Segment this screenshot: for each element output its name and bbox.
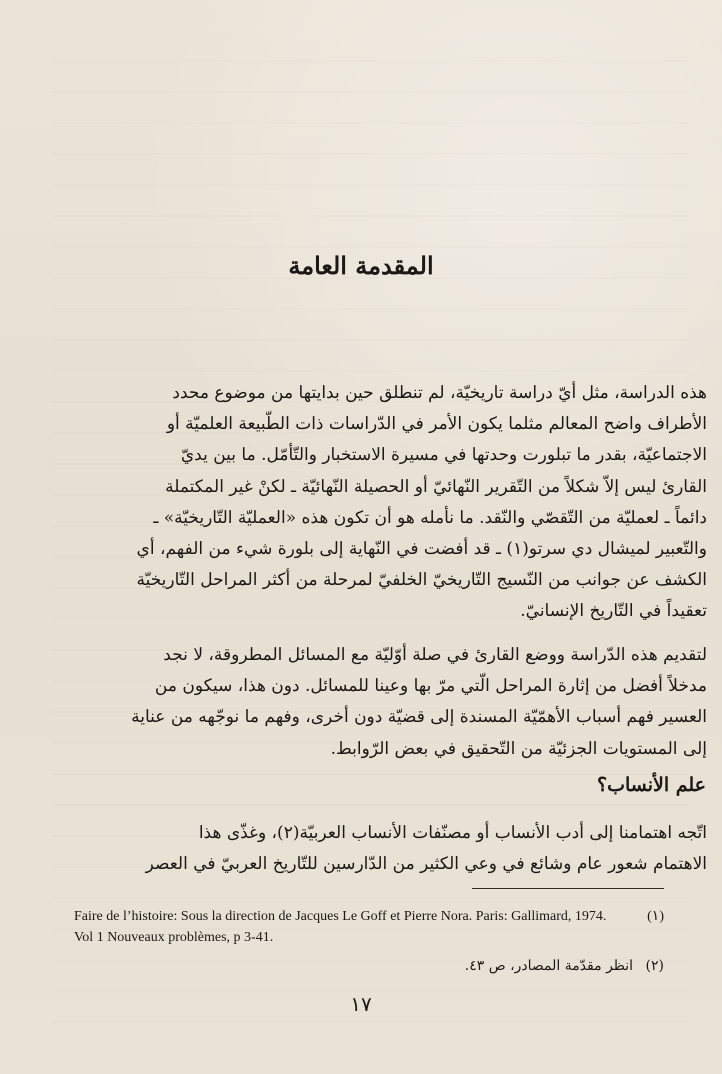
paragraph-line: العسير فهم أسباب الأهمّيّة المسندة إلى قضيّة دون أخرى، وفهم ما نوجّهه من عناية [131, 707, 707, 728]
section-heading: علم الأنساب؟ [597, 774, 706, 796]
footnotes [74, 906, 664, 977]
footnote-1 [74, 906, 664, 948]
footnote-number: (١) [647, 909, 664, 924]
intro-paragraph [75, 378, 707, 628]
chapter-title: المقدمة العامة [288, 251, 434, 280]
page-number: ١٧ [350, 992, 372, 1016]
paragraph-line: الاجتماعيّة، بقدر ما تبلورت وحدتها في مسيرة الاستخبار والتّأمّل. ما بين يديّ [180, 445, 707, 466]
footnote-text: انظر مقدّمة المصادر، ص ٤٣. [464, 958, 634, 974]
paragraph-line: والتّعبير لميشال دي سرتو(١) ـ قد أفضت في النّهاية إلى بلورة شيء من الفهم، أي [136, 539, 707, 560]
paragraph-line: لتقديم هذه الدّراسة ووضع القارئ في صلة أوّليّة مع المسائل المطروقة، لا نجد [163, 645, 707, 665]
paragraph-line: اتّجه اهتمامنا إلى أدب الأنساب أو مصنّفات الأنساب العربيّة(٢)، وغذّى هذا [198, 823, 707, 843]
footnote-number: (٢) [645, 958, 664, 974]
paragraph-line: تعقيداً في التّاريخ الإنسانيّ. [520, 601, 707, 622]
footnote-2 [74, 956, 664, 977]
paragraph-line: دائماً ـ لعمليّة من التّقصّي والنّقد. ما نأمله هو أن تكون هذه «العمليّة التّاريخيّة» ـ [153, 507, 707, 528]
paragraph-line: الأطراف واضح المعالم مثلما يكون الأمر في الدّراسات ذات الطّبيعة العلميّة أو [166, 414, 707, 435]
footnote-text: Faire de l’histoire: Sous la direction de Jacques Le Goff et Pierre Nora. Paris: Gallimard, 1974. Vol 1 Nouveaux problèmes, p 3-41. [74, 909, 607, 945]
paragraph-line: القارئ ليس إلاّ شكلاً من التّقرير النّهائيّ أو الحصيلة النّهائيّة ـ لكنْ غير المكتملة [165, 476, 707, 497]
paragraph-line: هذه الدراسة، مثل أيّ دراسة تاريخيّة، لم تنطلق حين بدايتها من موضوع محدد [172, 383, 707, 403]
paragraph-line: إلى المستويات الجزئيّة من التّحقيق في بعض الرّوابط. [330, 738, 707, 759]
paragraph-line: مدخلاً أفضل من إثارة المراحل الّتي مرّ بها وعينا للمسائل. دون هذا، سيكون من [154, 676, 707, 697]
third-paragraph [75, 818, 707, 880]
paragraph-line: الكشف عن جوانب من النّسيج التّاريخيّ الخلفيّ لمرحلة من أكثر المراحل التّاريخيّة [136, 570, 707, 591]
second-paragraph [75, 640, 707, 765]
footnote-divider [472, 888, 664, 889]
paragraph-line: الاهتمام شعور عام وشائع في وعي الكثير من الدّارسين للتّاريخ العربيّ في العصر [145, 854, 707, 875]
